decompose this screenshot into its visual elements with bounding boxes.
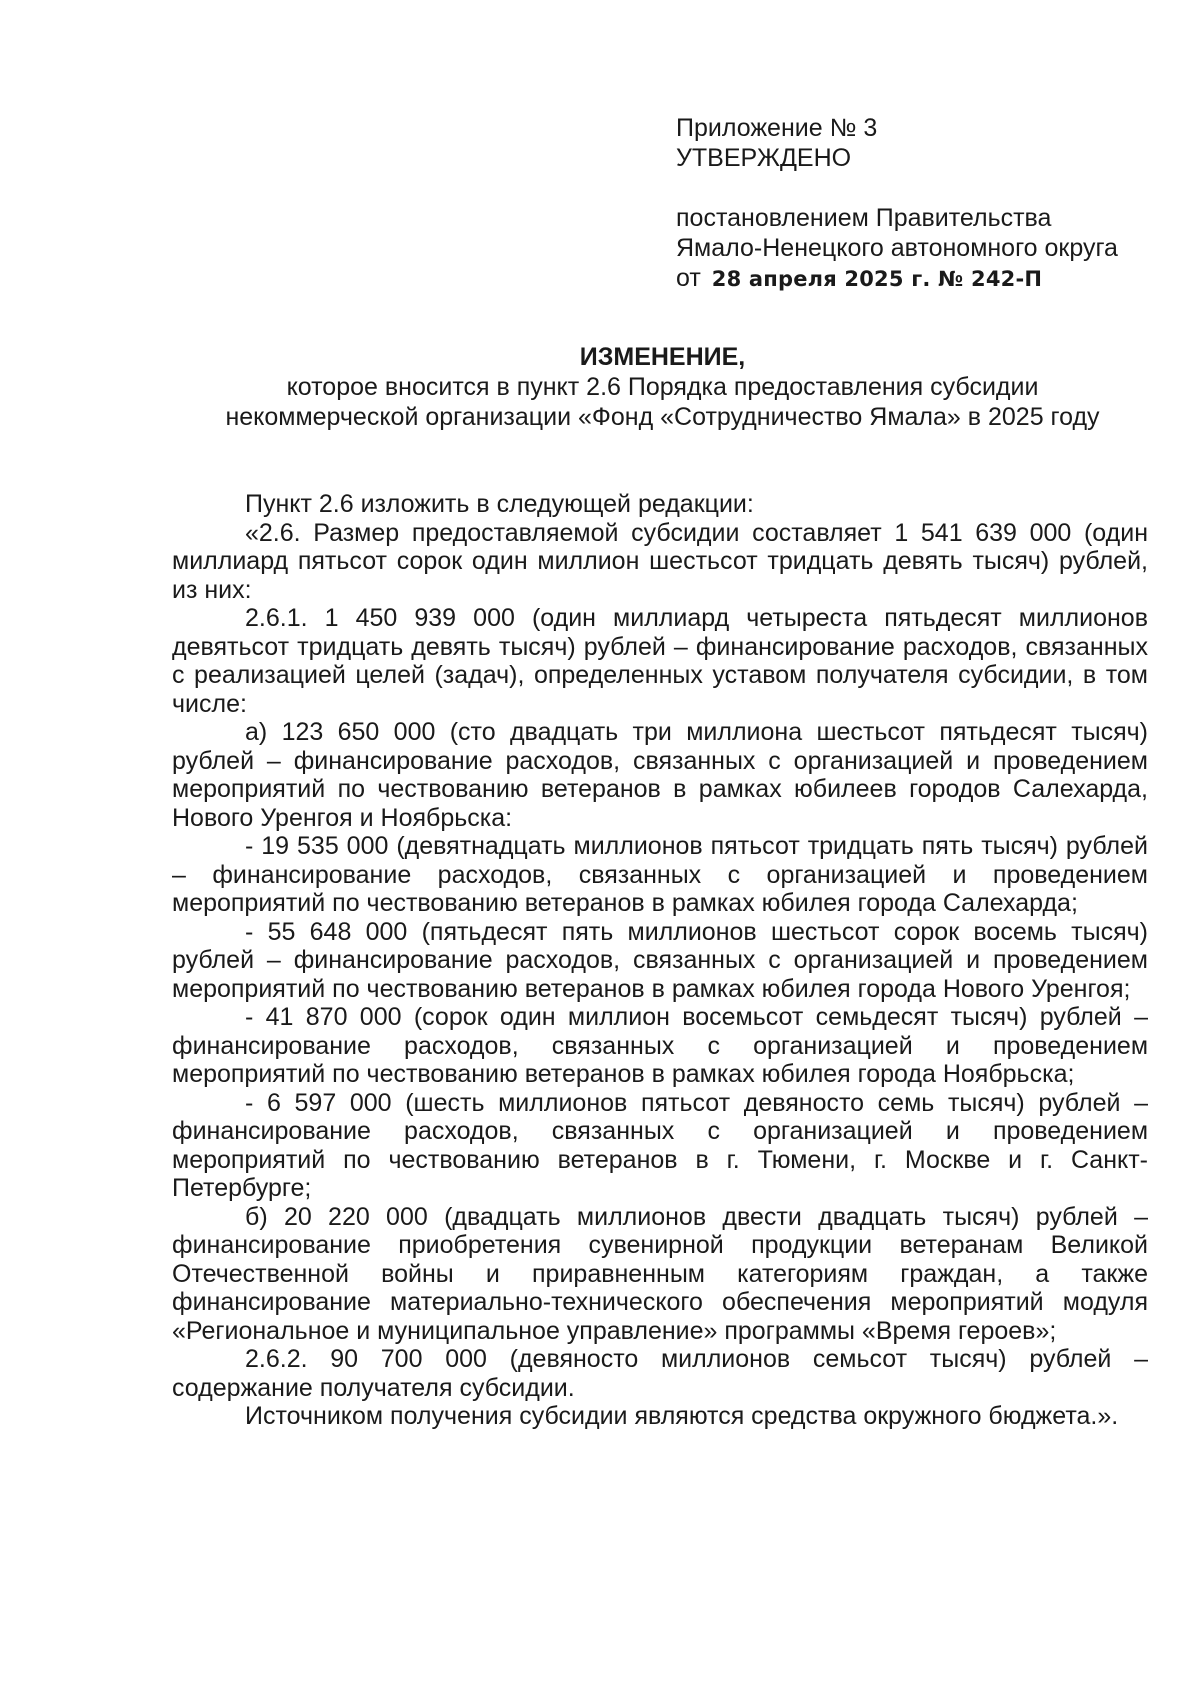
decree-line-2: Ямало-Ненецкого автономного округа [676, 234, 1118, 262]
approval-header [676, 113, 1156, 294]
document-subtitle-line-2: некоммерческой организации «Фонд «Сотрудничество Ямала» в 2025 году [225, 403, 1100, 431]
document-heading: ИЗМЕНЕНИЕ, [579, 343, 746, 371]
decree-date-number: 28 апреля 2025 г. № 242-П [711, 267, 1043, 291]
document-subtitle-line-1: которое вносится в пункт 2.6 Порядка предоставления субсидии [286, 373, 1039, 401]
body-paragraph-item-a: а) 123 650 000 (сто двадцать три миллиона шестьсот пятьдесят тысяч) рублей – финансирование расходов, связанных с организацией и проведением мероприятий по чествованию ветеранов в рамках юбилеев городов Салехарда, Нового Уренгоя и Ноябрьска: [172, 718, 1148, 832]
appendix-number: Приложение № 3 [676, 114, 878, 142]
body-paragraph-funding-source: Источником получения субсидии являются средства окружного бюджета.». [245, 1402, 1119, 1430]
body-paragraph-noyabrsk: - 41 870 000 (сорок один миллион восемьсот семьдесят тысяч) рублей – финансирование расходов, связанных с организацией и проведением мероприятий по чествованию ветеранов в рамках юбилея города Ноябрьска; [172, 1003, 1148, 1088]
date-prefix: от [676, 264, 701, 292]
decree-date-line [676, 263, 1156, 294]
body-paragraph-salekhard: - 19 535 000 (девятнадцать миллионов пятьсот тридцать пять тысяч) рублей – финансирование расходов, связанных с организацией и проведением мероприятий по чествованию ветеранов в рамках юбилея города Салехарда; [172, 832, 1148, 917]
body-paragraph-2-6-2: 2.6.2. 90 700 000 (девяносто миллионов семьсот тысяч) рублей – содержание получателя субсидии. [172, 1345, 1148, 1402]
body-paragraph-tyumen-moscow-spb: - 6 597 000 (шесть миллионов пятьсот девяносто семь тысяч) рублей – финансирование расходов, связанных с организацией и проведением мероприятий по чествованию ветеранов в г. Тюмени, г. Москве и г. Санкт-Петербурге; [172, 1088, 1148, 1202]
document-body [172, 490, 1148, 1431]
body-paragraph-2-6: «2.6. Размер предоставляемой субсидии составляет 1 541 639 000 (один миллиард пятьсот сорок один миллион шестьсот тридцать девять тысяч) рублей, из них: [172, 518, 1148, 604]
body-paragraph-intro: Пункт 2.6 изложить в следующей редакции: [245, 490, 754, 518]
body-paragraph-novy-urengoy: - 55 648 000 (пятьдесят пять миллионов шестьсот сорок восемь тысяч) рублей – финансирование расходов, связанных с организацией и проведением мероприятий по чествованию ветеранов в рамках юбилея города Нового Уренгоя; [172, 917, 1148, 1003]
body-paragraph-item-b: б) 20 220 000 (двадцать миллионов двести двадцать тысяч) рублей – финансирование приобретения сувенирной продукции ветеранам Великой Отечественной войны и приравненным категориям граждан, а также финансирование материально-технического обеспечения мероприятий модуля «Региональное и муниципальное управление» программы «Время героев»; [172, 1202, 1148, 1345]
approved-stamp-text: УТВЕРЖДЕНО [676, 144, 852, 172]
body-paragraph-2-6-1: 2.6.1. 1 450 939 000 (один миллиард четыреста пятьдесят миллионов девятьсот тридцать девять тысяч) рублей – финансирование расходов, связанных с реализацией целей (задач), определенных уставом получателя субсидии, в том числе: [172, 604, 1148, 718]
document-title-block [120, 342, 1200, 432]
decree-line-1: постановлением Правительства [676, 204, 1052, 232]
